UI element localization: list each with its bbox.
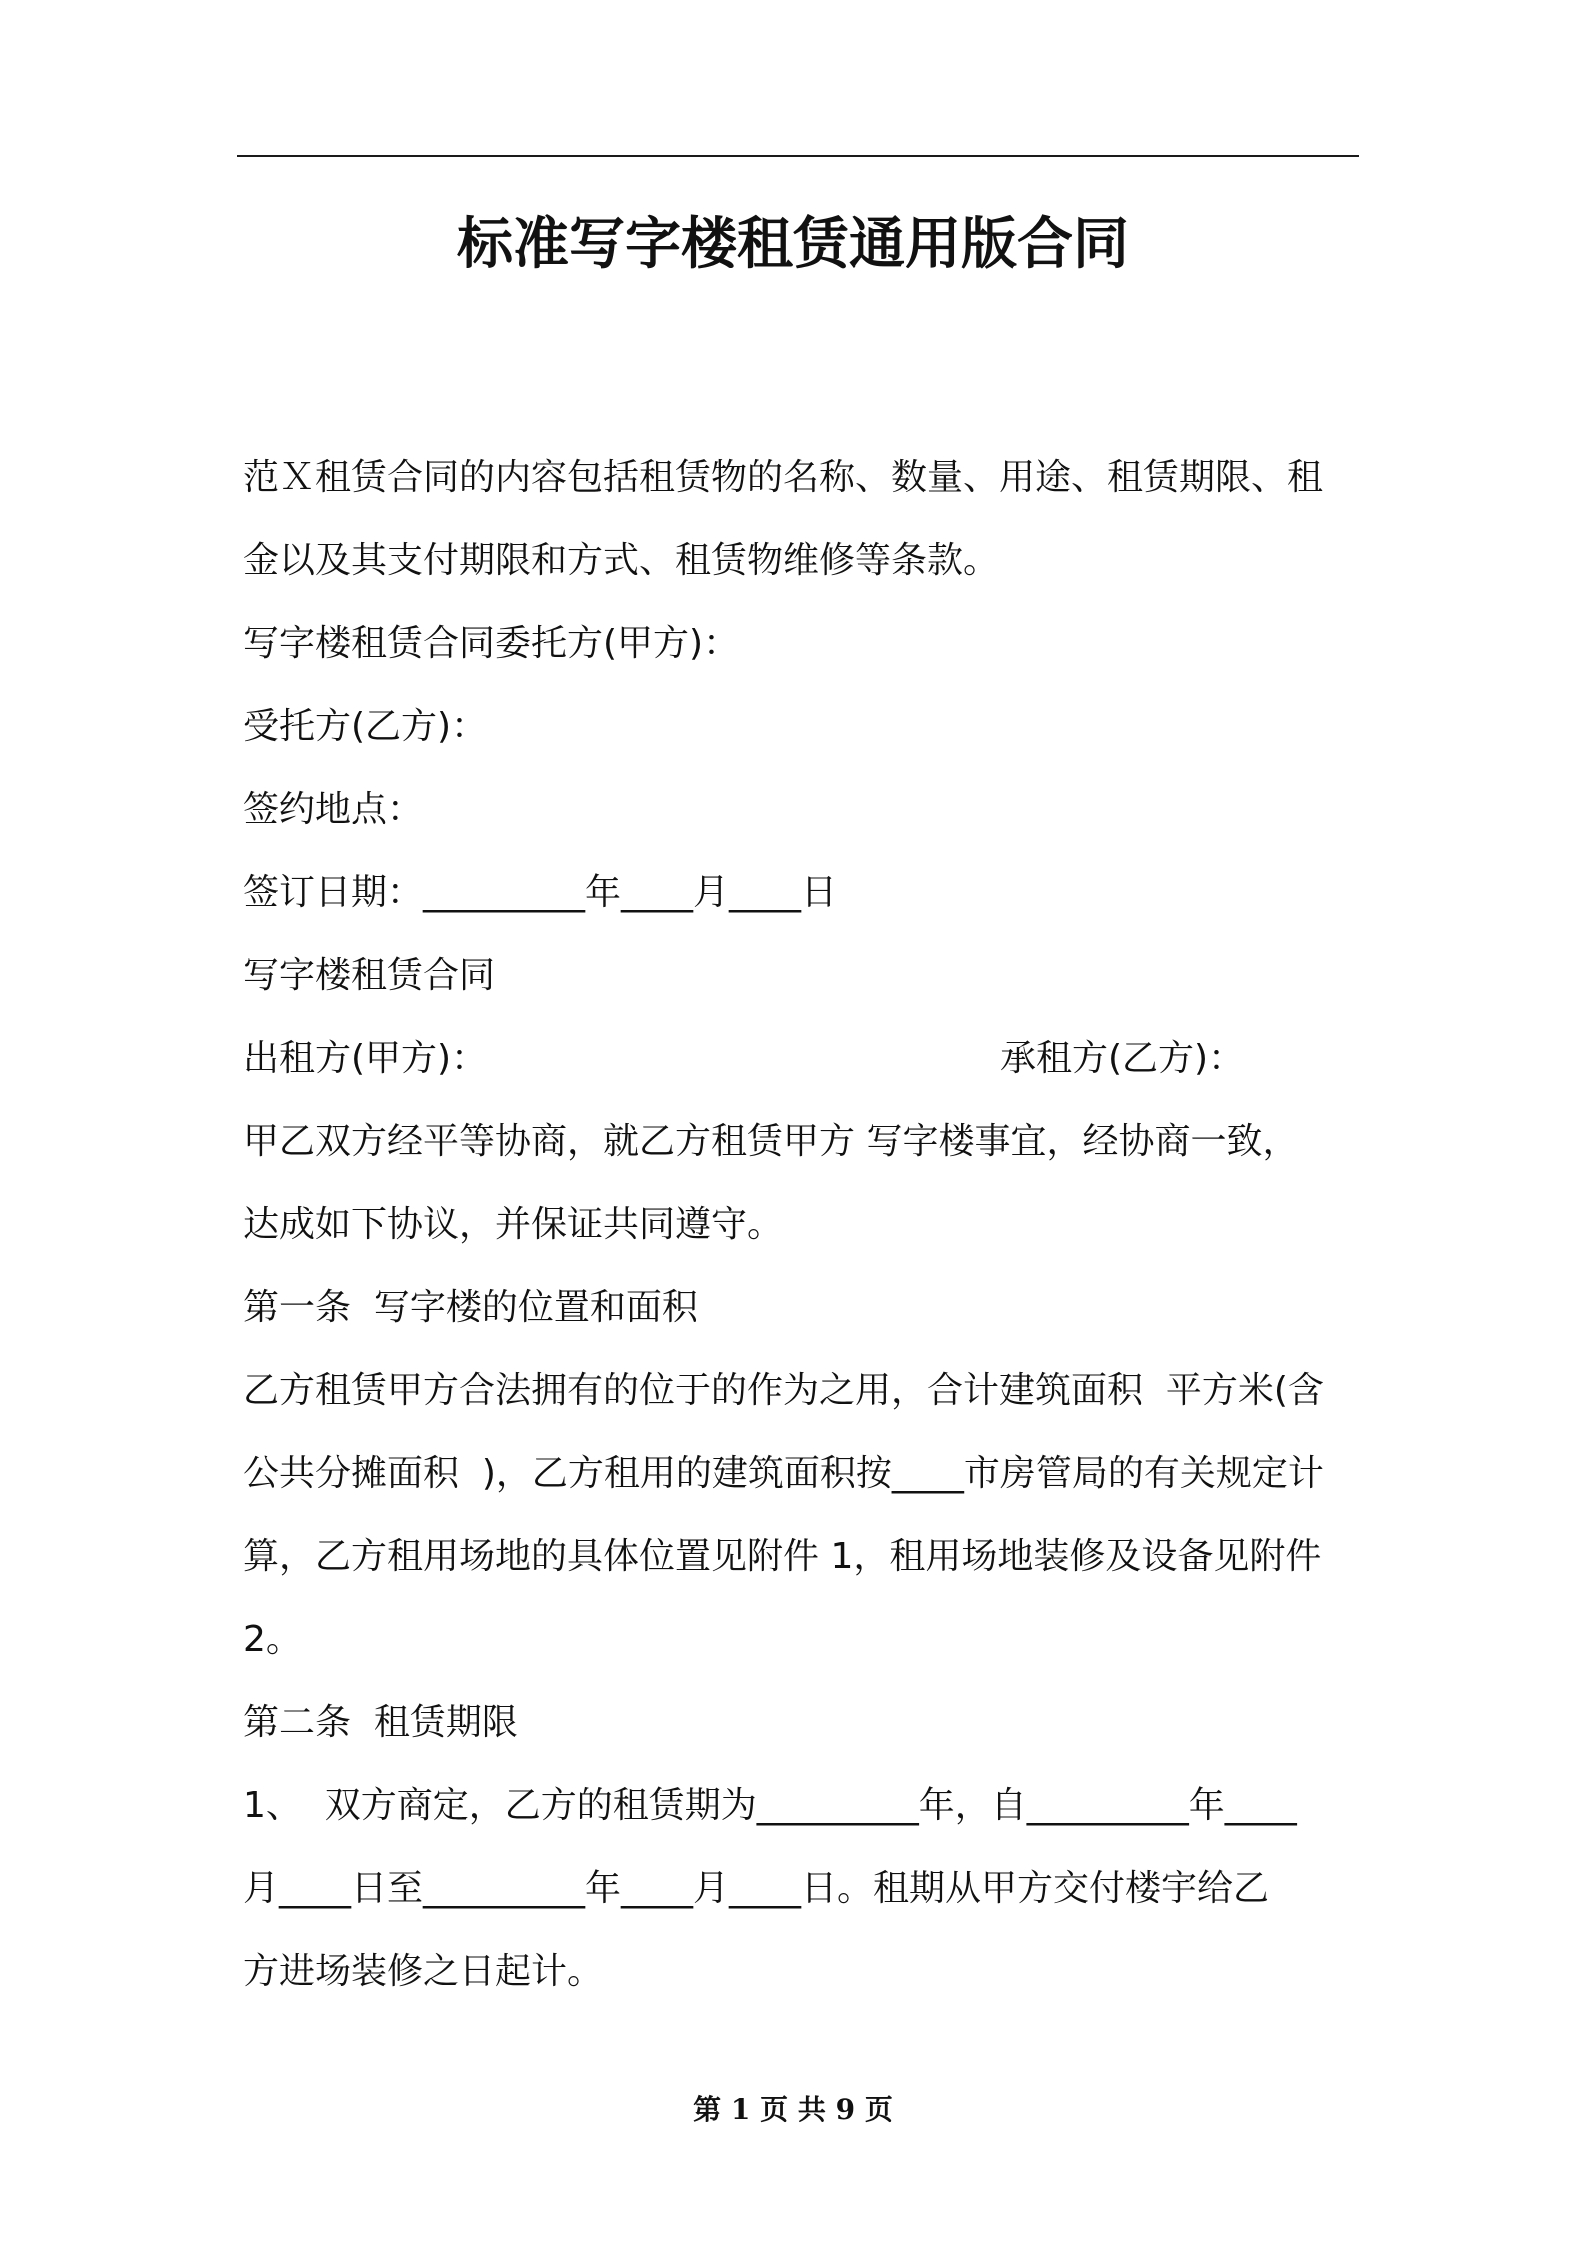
article-1-line-4: 2。 [243,1619,302,1660]
signing-place-line: 签约地点： [243,789,424,830]
agreement-line-2: 达成如下协议，并保证共同遵守。 [243,1204,784,1245]
article-2-line-2: 月____日至_________年____月____日。租期从甲方交付楼宇给乙 [243,1868,1270,1909]
page-indicator: 第 1 页 共 9 页 [693,2093,893,2126]
article-2-line-1: 1、 双方商定，乙方的租赁期为_________年，自_________年____ [243,1785,1297,1826]
lessor-line: 出租方(甲方)： [243,1038,488,1079]
agreement-line-1: 甲乙双方经平等协商，就乙方租赁甲方 写字楼事宜，经协商一致， [243,1121,1299,1162]
header-rule [237,155,1359,157]
intro-line-1: 范Ｘ租赁合同的内容包括租赁物的名称、数量、用途、租赁期限、租 [243,457,1324,498]
lessee-line: 承租方(乙方)： [1000,1038,1245,1079]
article-1-line-3: 算，乙方租用场地的具体位置见附件 1，租用场地装修及设备见附件 [243,1536,1322,1577]
intro-line-2: 金以及其支付期限和方式、租赁物维修等条款。 [243,540,1000,581]
signing-date-line: 签订日期：_________年____月____日 [243,872,838,913]
article-2-line-3: 方进场装修之日起计。 [243,1951,604,1992]
document-title: 标准写字楼租赁通用版合同 [457,212,1129,277]
client-party-line: 写字楼租赁合同委托方(甲方)： [243,623,740,664]
article-1-line-1: 乙方租赁甲方合法拥有的位于的作为之用，合计建筑面积 平方米(含 [243,1370,1324,1411]
article-2-heading: 第二条 租赁期限 [243,1702,518,1743]
article-1-line-2: 公共分摊面积 )，乙方租用的建筑面积按____市房管局的有关规定计 [243,1453,1324,1494]
agent-party-line: 受托方(乙方)： [243,706,488,747]
contract-heading: 写字楼租赁合同 [243,955,496,996]
article-1-heading: 第一条 写字楼的位置和面积 [243,1287,698,1328]
